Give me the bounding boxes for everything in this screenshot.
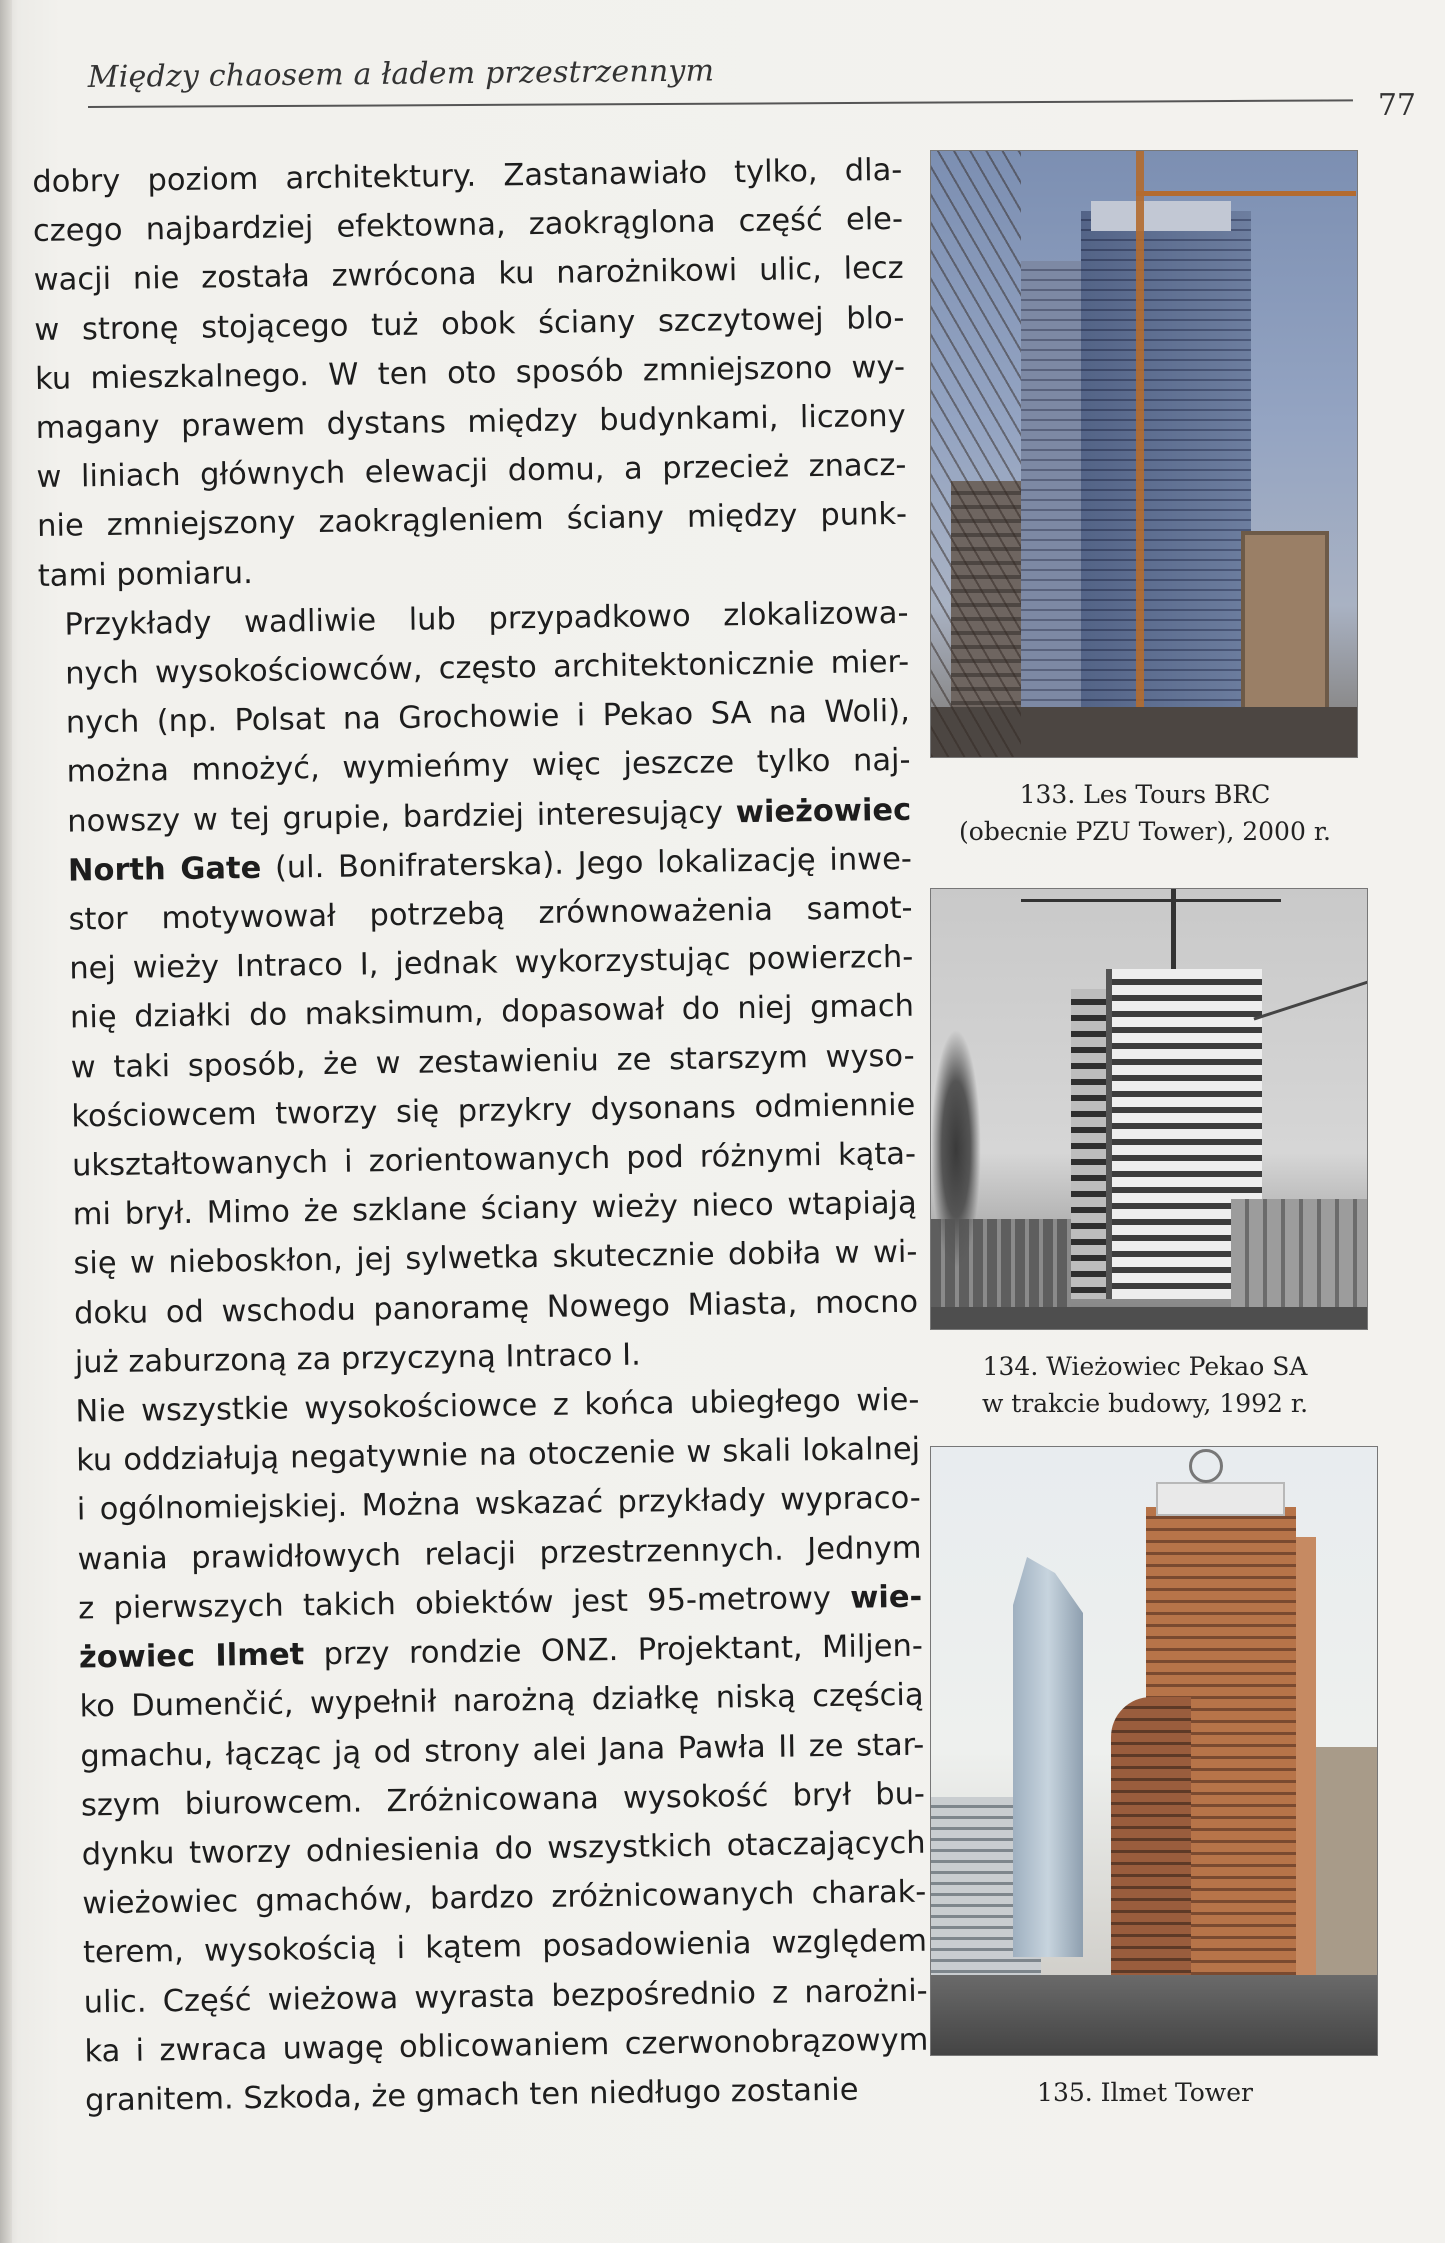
bold-term: North Gate <box>67 850 262 889</box>
text-segment: można mnożyć, wymieńmy więc jeszcze tylko naj- <box>66 743 911 791</box>
text-segment: doku od wschodu panoramę Nowego Miasta, mocno <box>73 1284 919 1332</box>
caption-134-line-2: w trakcie budowy, 1992 r. <box>981 1389 1309 1418</box>
text-segment: granitem. Szkoda, że gmach ten niedługo zostanie <box>84 2072 859 2119</box>
text-segment: się w nieboskłon, jej sylwetka skutecznie dobiła w wi- <box>73 1235 918 1282</box>
bold-term: wie- <box>849 1579 923 1616</box>
caption-133 <box>930 776 1360 850</box>
text-segment: terem, wysokością i kątem posadowienia względem <box>82 1923 928 1971</box>
page-number: 77 <box>1377 88 1416 123</box>
text-segment: nej wieży Intraco I, jednak wykorzystując powierzch- <box>69 940 914 987</box>
page-header <box>87 53 1418 123</box>
caption-134-line-1: 134. Wieżowiec Pekao SA <box>982 1352 1308 1381</box>
photo-pekao-sa-construction <box>930 888 1368 1330</box>
text-segment: stor motywował potrzebą zrównoważenia samot- <box>68 890 913 938</box>
text-segment: ulic. Część wieżowa wyrasta bezpośrednio z narożni- <box>83 1973 928 2020</box>
text-segment: przy rondzie ONZ. Projektant, Miljen- <box>303 1628 924 1673</box>
figure-133 <box>930 150 1360 850</box>
running-head: Między chaosem a ładem przestrzennym <box>87 53 715 95</box>
text-segment: ukształtowanych i zorientowanych pod różnymi kąta- <box>71 1136 917 1184</box>
text-segment: Przykłady wadliwie lub przypadkowo zlokalizowa- <box>64 595 909 643</box>
text-segment: szym biurowcem. Zróżnicowana wysokość brył bu- <box>80 1776 926 1824</box>
text-segment: czego najbardziej efektowna, zaokrąglona część ele- <box>32 202 904 250</box>
text-segment: nie zmniejszony zaokrągleniem ściany między punk- <box>36 497 908 545</box>
text-segment: dobry poziom architektury. Zastanawiało tylko, dla- <box>32 152 903 200</box>
caption-133-line-1: 133. Les Tours BRC <box>1019 780 1271 809</box>
paragraph-3 <box>49 1376 929 2126</box>
caption-135 <box>930 2074 1360 2111</box>
text-segment: ku mieszkalnego. W ten oto sposób zmniejszono wy- <box>34 349 906 397</box>
page-gutter-shadow <box>0 0 12 2243</box>
bold-term: wieżowiec <box>735 792 912 830</box>
caption-134 <box>930 1348 1360 1422</box>
text-segment: wacji nie została zwrócona ku narożnikowi ulic, lecz <box>33 251 904 299</box>
text-segment: tami pomiaru. <box>37 555 254 594</box>
text-segment: mi brył. Mimo że szklane ściany wieży nieco wtapiają <box>72 1186 917 1233</box>
text-segment: gmachu, łącząc ją od strony alei Jana Pawła II ze star- <box>80 1727 925 1774</box>
text-segment: dynku tworzy odniesienia do wszystkich otaczających <box>81 1825 926 1873</box>
header-rule <box>88 99 1353 108</box>
text-segment: i ogólnomiejskiej. Można wskazać przykłady wypraco- <box>76 1481 922 1528</box>
text-segment: już zaburzoną za przyczyną Intraco I. <box>74 1337 642 1381</box>
text-segment: wania prawidłowych relacji przestrzennych. Jednym <box>77 1530 922 1578</box>
text-segment: nowszy w tej grupie, bardziej interesujący <box>67 794 737 840</box>
text-segment: ko Dumenčić, wypełnił narożną działkę niską częścią <box>79 1678 924 1725</box>
photo-ilmet-tower <box>930 1446 1378 2056</box>
figure-134 <box>930 888 1360 1422</box>
text-segment: w stronę stojącego tuż obok ściany szczytowej blo- <box>34 300 905 348</box>
caption-133-line-2: (obecnie PZU Tower), 2000 r. <box>959 817 1331 846</box>
text-segment: Nie wszystkie wysokościowce z końca ubiegłego wie- <box>75 1382 920 1430</box>
figure-135 <box>930 1446 1360 2111</box>
text-segment: w liniach głównych elewacji domu, a przecież znacz- <box>36 448 907 496</box>
caption-135-line-1: 135. Ilmet Tower <box>1037 2078 1253 2107</box>
text-segment: w taki sposób, że w zestawieniu ze starszym wyso- <box>70 1038 915 1086</box>
bold-term: żowiec Ilmet <box>78 1637 305 1676</box>
text-segment: ku oddziałują negatywnie na otoczenie w skali lokalnej <box>75 1432 921 1479</box>
text-segment: nych (np. Polsat na Grochowie i Pekao SA na Woli), <box>65 694 911 741</box>
text-segment: ka i zwraca uwagę oblicowaniem czerwonobrązowym <box>84 2022 929 2070</box>
text-column <box>32 146 929 2126</box>
text-segment: (ul. Bonifraterska). Jego lokalizację inwe- <box>261 841 913 886</box>
text-segment: z pierwszych takich obiektów jest 95-metrowy <box>78 1580 851 1627</box>
text-segment: nię działki do maksimum, dopasował do niej gmach <box>69 989 915 1037</box>
text-segment: wieżowiec gmachów, bardzo zróżnicowanych charak- <box>82 1874 927 1922</box>
text-segment: nych wysokościowców, często architektonicznie mier- <box>64 644 910 692</box>
paragraph-2 <box>38 589 919 1388</box>
paragraph-1 <box>32 146 908 601</box>
photo-les-tours-brc <box>930 150 1358 758</box>
text-segment: magany prawem dystans między budynkami, liczony <box>35 398 906 446</box>
star-logo-icon <box>1189 1449 1223 1483</box>
text-segment: kościowcem tworzy się przykry dysonans odmiennie <box>71 1087 916 1135</box>
